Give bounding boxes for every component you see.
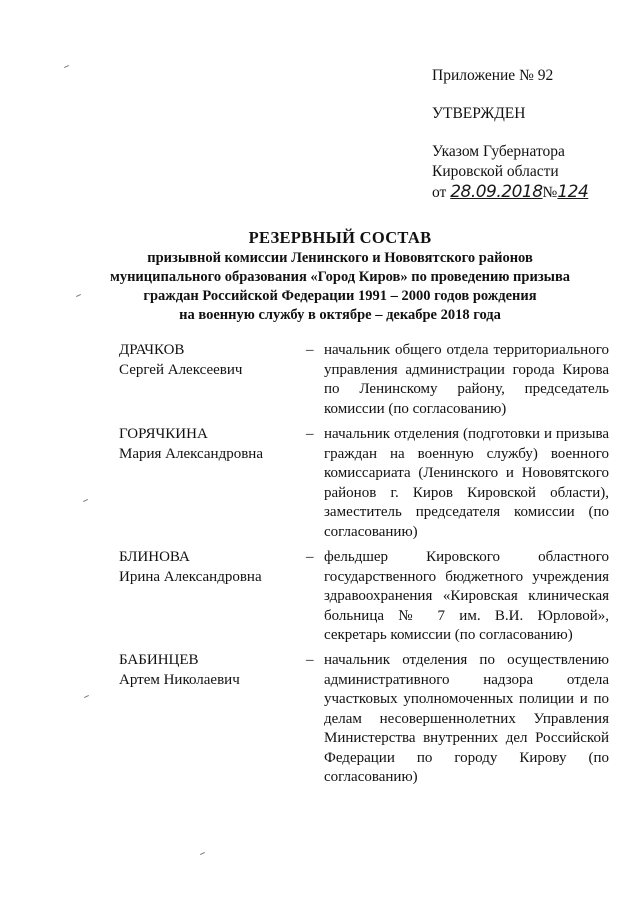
member-surname: БЛИНОВА	[119, 549, 190, 565]
member-name	[119, 425, 299, 464]
approved-label: УТВЕРЖДЕН	[432, 105, 526, 122]
member-surname: БАБИНЦЕВ	[119, 652, 199, 668]
approval-block	[432, 66, 632, 203]
member-role: начальник отделения по осуществлению административного надзора отдела участковых уполномоченных полиции и по делам несовершеннолетних Управления Министерства внутренних дел Российской Федерации по городу Кирову (по согласованию)	[324, 652, 609, 785]
scan-speck	[84, 695, 89, 698]
dash-separator: –	[306, 342, 314, 358]
title-main: РЕЗЕРВНЫЙ СОСТАВ	[248, 228, 432, 247]
member-surname: ДРАЧКОВ	[119, 342, 185, 358]
scan-speck	[83, 499, 88, 502]
member-given-name: Мария Александровна	[119, 445, 263, 462]
decree-date-line	[432, 182, 632, 203]
member-name	[119, 651, 299, 690]
member-role: начальник общего отдела территориального управления администрации города Кирова по Ленинскому району, председатель комиссии (по согласованию)	[324, 342, 609, 417]
member-role: фельдшер Кировского областного государственного бюджетного учреждения здравоохранения «Кировская клиническая больница № 7 им. В.И. Юрловой», секретарь комиссии (по согласованию)	[324, 549, 609, 643]
dash-separator: –	[306, 426, 314, 442]
member-given-name: Ирина Александровна	[119, 568, 262, 585]
from-prefix: от	[432, 184, 447, 201]
title-line-4: на военную службу в октябре – декабре 2018 года	[179, 307, 501, 323]
dash-separator: –	[306, 652, 314, 668]
member-name	[119, 341, 299, 380]
title-line-1: призывной комиссии Ленинского и Нововятского районов	[147, 250, 533, 266]
member-role: начальник отделения (подготовки и призыва граждан на военную службу) военного комиссариата (Ленинского и Нововятского районов г. Киров Кировской области), заместитель председателя комиссии (по согласованию)	[324, 426, 609, 540]
scan-speck	[64, 65, 69, 68]
appendix-number: Приложение № 92	[432, 67, 554, 84]
decree-line-1: Указом Губернатора	[432, 143, 565, 160]
handwritten-number: 124	[557, 182, 589, 202]
member-name	[119, 548, 299, 587]
member-given-name: Артем Николаевич	[119, 671, 240, 688]
document-title	[60, 228, 620, 325]
member-given-name: Сергей Алексеевич	[119, 361, 243, 378]
member-surname: ГОРЯЧКИНА	[119, 426, 208, 442]
decree-line-2: Кировской области	[432, 163, 559, 180]
handwritten-date: 28.09.2018	[450, 182, 543, 202]
scan-speck	[200, 852, 205, 855]
title-line-2: муниципального образования «Город Киров» по проведению призыва	[109, 269, 571, 285]
title-line-3: граждан Российской Федерации 1991 – 2000 годов рождения	[143, 288, 537, 304]
number-sign: №	[542, 184, 558, 201]
dash-separator: –	[306, 549, 314, 565]
